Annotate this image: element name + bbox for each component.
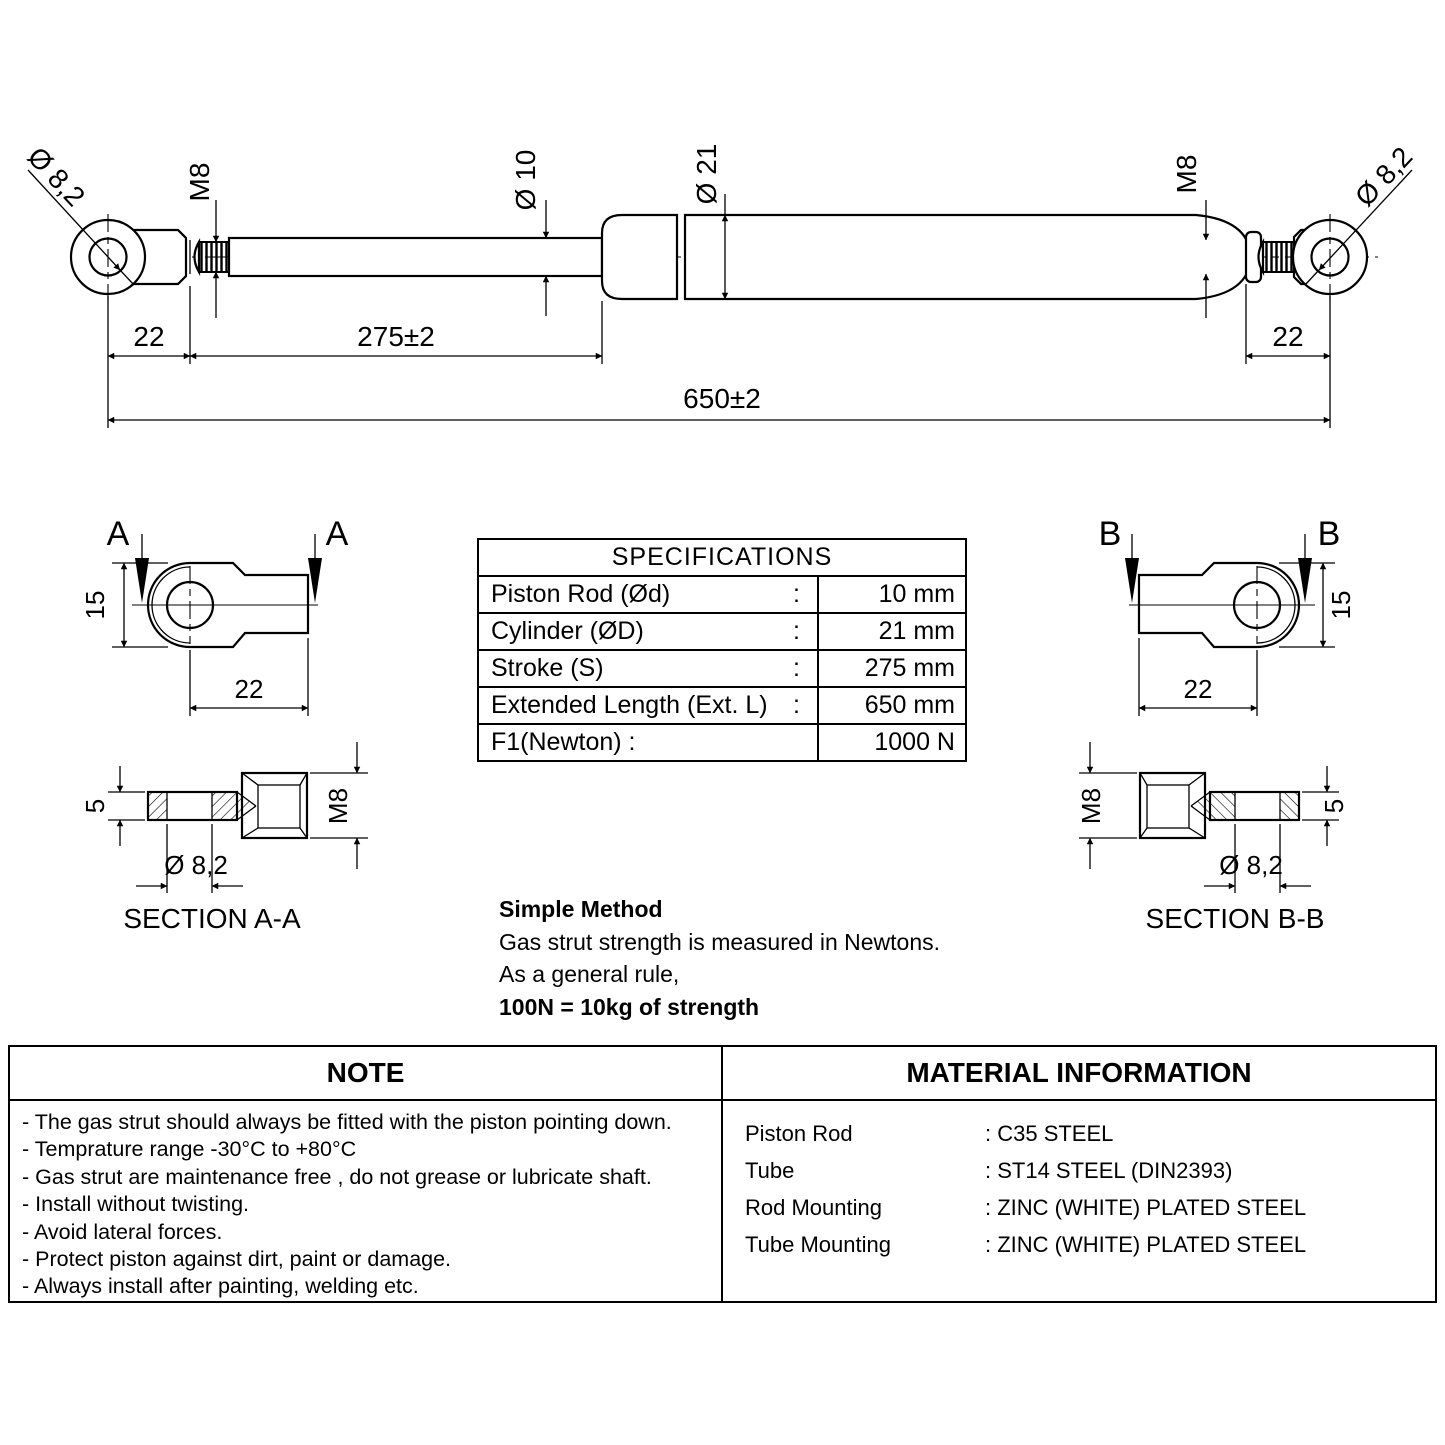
- spec-row-cylinder: [479, 612, 965, 649]
- material-row: [745, 1189, 1429, 1226]
- spec-label: Cylinder (ØD): [491, 617, 644, 645]
- spec-value: 650 mm: [817, 688, 965, 723]
- material-label: Tube: [745, 1158, 795, 1183]
- section-b-marker-right: B: [1317, 515, 1341, 553]
- spec-row-piston-rod: [479, 575, 965, 612]
- cut-hatch-left: [148, 792, 167, 820]
- material-value: : ST14 STEEL (DIN2393): [985, 1158, 1233, 1183]
- note-material-table: [8, 1045, 1437, 1303]
- section-b-caption: SECTION B-B: [1145, 903, 1325, 934]
- note-title: NOTE: [10, 1047, 721, 1101]
- spec-colon: :: [793, 617, 800, 645]
- material-value: : ZINC (WHITE) PLATED STEEL: [985, 1232, 1307, 1257]
- simple-method-line: 100N = 10kg of strength: [499, 993, 760, 1020]
- dim-label-m8-left: M8: [184, 162, 215, 202]
- material-label: Tube Mounting: [745, 1232, 891, 1257]
- spec-value: 21 mm: [817, 614, 965, 649]
- note-item: - Temprature range -30°C to +80°C: [22, 1137, 357, 1162]
- material-row: [745, 1152, 1429, 1189]
- right-stud-thread: [1263, 242, 1294, 272]
- dim-label-650: 650±2: [683, 383, 761, 414]
- section-b-dim-15: 15: [1326, 590, 1356, 620]
- section-a-caption: SECTION A-A: [123, 903, 301, 934]
- section-a-dim-82: Ø 8,2: [164, 850, 228, 880]
- note-item: - Avoid lateral forces.: [22, 1219, 223, 1244]
- dim-label-275: 275±2: [357, 321, 435, 352]
- section-a-marker-right: A: [325, 515, 349, 553]
- spec-label: Piston Rod (Ød): [491, 580, 671, 608]
- spec-value: 1000 N: [817, 725, 965, 760]
- note-item: - Protect piston against dirt, paint or damage.: [22, 1247, 452, 1272]
- spec-value: 10 mm: [817, 577, 965, 612]
- note-panel: [10, 1047, 721, 1301]
- simple-method-note: [499, 893, 969, 1023]
- dim-label-dia10: Ø 10: [510, 149, 541, 211]
- section-a-dim-15: 15: [80, 590, 110, 620]
- cut-arrow-right: [308, 558, 322, 603]
- material-value: : ZINC (WHITE) PLATED STEEL: [985, 1195, 1307, 1220]
- section-b-dim-82: Ø 8,2: [1219, 850, 1283, 880]
- material-label: Piston Rod: [745, 1121, 853, 1146]
- main-strut-drawing: [70, 214, 1378, 300]
- material-title: MATERIAL INFORMATION: [723, 1047, 1435, 1101]
- simple-method-line: Gas strut strength is measured in Newtons.: [499, 928, 941, 955]
- dim-label-22-left: 22: [133, 321, 165, 352]
- dim-label-22-right: 22: [1272, 321, 1304, 352]
- dim-label-dia21: Ø 21: [691, 143, 722, 205]
- specifications-title: SPECIFICATIONS: [611, 543, 833, 571]
- specifications-table: [477, 538, 967, 762]
- material-list: [723, 1101, 1435, 1263]
- section-a-dim-m8: M8: [323, 787, 353, 825]
- dim-label-dia82-left: Ø 8,2: [21, 140, 91, 213]
- section-b-dim-5: 5: [1319, 798, 1349, 814]
- note-item: - Always install after painting, welding etc.: [22, 1274, 419, 1299]
- spec-label: Extended Length (Ext. L): [491, 691, 768, 719]
- material-value: : C35 STEEL: [985, 1121, 1114, 1146]
- piston-rod: [229, 238, 602, 276]
- section-b-marker-left: B: [1098, 515, 1122, 553]
- note-item: - Gas strut are maintenance free , do not grease or lubricate shaft.: [22, 1164, 652, 1189]
- note-list: [10, 1101, 721, 1301]
- spec-label: F1(Newton) :: [491, 728, 636, 756]
- material-row: [745, 1115, 1429, 1152]
- cylinder-cap: [602, 215, 677, 299]
- spec-colon: :: [793, 691, 800, 719]
- spec-colon: :: [793, 654, 800, 682]
- spec-row-stroke: [479, 649, 965, 686]
- spec-row-extended-length: [479, 686, 965, 723]
- material-panel: [721, 1047, 1435, 1301]
- section-b-geometry: [1079, 534, 1339, 893]
- cut-arrow-left: [135, 558, 149, 603]
- left-stud-thread: [199, 242, 229, 272]
- note-item: - Install without twisting.: [22, 1192, 250, 1217]
- spec-value: 275 mm: [817, 651, 965, 686]
- section-a-geometry: [108, 534, 368, 893]
- material-row: [745, 1226, 1429, 1263]
- note-item: - The gas strut should always be fitted with the piston pointing down.: [22, 1110, 672, 1134]
- cylinder-body: [685, 215, 1251, 299]
- spec-row-f1-newton: [479, 723, 965, 760]
- dim-label-m8-right: M8: [1171, 154, 1202, 194]
- section-b-dim-m8: M8: [1076, 787, 1106, 825]
- simple-method-line: As a general rule,: [499, 961, 680, 987]
- spec-colon: :: [793, 580, 800, 608]
- spec-label: Stroke (S): [491, 654, 604, 682]
- simple-method-title: Simple Method: [499, 896, 663, 922]
- section-a-marker-left: A: [106, 515, 130, 553]
- dim-label-dia82-right: Ø 8,2: [1349, 140, 1419, 213]
- section-a-dim-5: 5: [80, 798, 110, 814]
- section-b-dim-22: 22: [1183, 674, 1213, 704]
- material-label: Rod Mounting: [745, 1195, 882, 1220]
- section-a-dim-22: 22: [234, 674, 264, 704]
